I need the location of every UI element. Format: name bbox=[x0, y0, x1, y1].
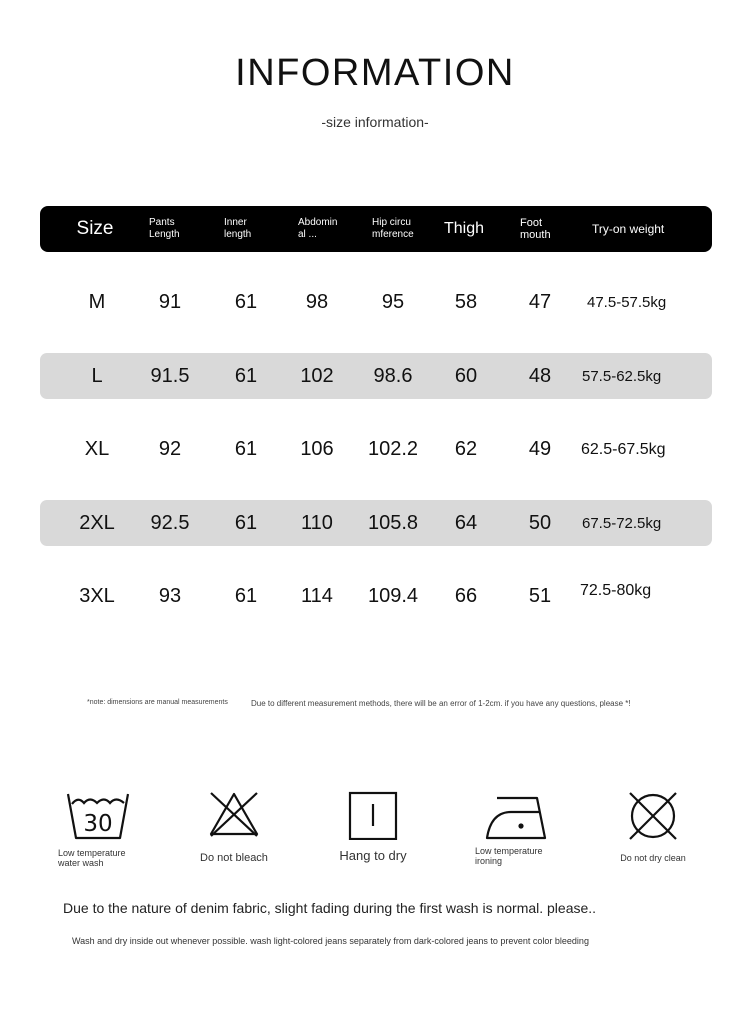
inner-length-cell: 61 bbox=[234, 291, 258, 313]
error-note: Due to different measurement methods, there will be an error of 1-2cm. if you have any questions, please *! bbox=[251, 699, 631, 708]
wash-note: Wash and dry inside out whenever possible. wash light-colored jeans separately from dark-colored jeans to prevent color bleeding bbox=[72, 936, 589, 946]
size-cell: M bbox=[88, 291, 106, 313]
abdominal-cell: 102 bbox=[300, 364, 334, 387]
thigh-cell: 60 bbox=[454, 364, 478, 387]
table-row bbox=[40, 427, 712, 473]
size-cell: 3XL bbox=[79, 585, 115, 607]
header-size: Size bbox=[76, 218, 114, 239]
care-label-bleach: Do not bleach bbox=[200, 852, 268, 864]
care-item-dry-clean bbox=[608, 790, 698, 863]
size-cell: 2XL bbox=[79, 511, 115, 534]
header-try-on-weight: Try-on weight bbox=[592, 222, 665, 236]
care-label-iron: Low temperature ironing bbox=[475, 846, 543, 866]
abdominal-cell: 114 bbox=[301, 585, 333, 607]
hip-cell: 95 bbox=[381, 291, 405, 313]
hang-dry-icon bbox=[348, 790, 398, 840]
table-row bbox=[40, 353, 712, 399]
thigh-cell: 58 bbox=[454, 291, 478, 313]
thigh-cell: 62 bbox=[454, 438, 478, 460]
hip-cell: 109.4 bbox=[367, 585, 419, 607]
care-label-dry-clean: Do not dry clean bbox=[620, 853, 686, 863]
abdominal-cell: 110 bbox=[301, 511, 333, 534]
no-bleach-icon bbox=[208, 790, 260, 840]
hip-cell: 105.8 bbox=[367, 511, 419, 534]
hip-cell: 98.6 bbox=[373, 364, 413, 387]
header-pants-length: Pants Length bbox=[149, 217, 180, 240]
header-thigh: Thigh bbox=[443, 220, 485, 237]
foot-mouth-cell: 47 bbox=[528, 291, 552, 313]
page-subtitle: -size information- bbox=[321, 114, 429, 130]
care-item-bleach bbox=[196, 790, 272, 864]
no-dry-clean-icon bbox=[627, 790, 679, 842]
wash-30-icon bbox=[66, 790, 130, 842]
dimension-note: *note: dimensions are manual measurements bbox=[87, 699, 228, 706]
size-table bbox=[40, 206, 712, 620]
thigh-cell: 66 bbox=[454, 585, 478, 607]
inner-length-cell: 61 bbox=[234, 438, 258, 460]
header-foot-mouth: Foot mouth bbox=[520, 217, 551, 241]
table-row bbox=[40, 574, 712, 620]
size-table-header bbox=[40, 206, 712, 252]
table-row bbox=[40, 280, 712, 326]
table-row bbox=[40, 500, 712, 546]
care-item-iron bbox=[475, 790, 555, 866]
foot-mouth-cell: 49 bbox=[528, 438, 552, 460]
low-iron-icon bbox=[481, 790, 549, 842]
wash-temperature: 30 bbox=[83, 811, 113, 837]
weight-cell: 67.5-72.5kg bbox=[582, 514, 662, 532]
pants-length-cell: 91.5 bbox=[150, 364, 190, 387]
pants-length-cell: 92.5 bbox=[150, 511, 190, 534]
weight-cell: 57.5-62.5kg bbox=[582, 367, 662, 385]
size-cell: XL bbox=[84, 438, 110, 460]
care-label-hang: Hang to dry bbox=[339, 848, 407, 863]
abdominal-cell: 98 bbox=[305, 291, 329, 313]
weight-cell: 72.5-80kg bbox=[580, 581, 652, 599]
header-inner-length: Inner length bbox=[224, 217, 252, 240]
fabric-note: Due to the nature of denim fabric, slight fading during the first wash is normal. please.. bbox=[63, 900, 597, 916]
pants-length-cell: 92 bbox=[158, 438, 182, 460]
inner-length-cell: 61 bbox=[234, 364, 258, 387]
thigh-cell: 64 bbox=[454, 511, 478, 534]
header-abdominal: Abdomin al ... bbox=[298, 217, 338, 240]
foot-mouth-cell: 48 bbox=[528, 364, 552, 387]
care-item-hang bbox=[332, 790, 414, 863]
abdominal-cell: 106 bbox=[300, 438, 334, 460]
weight-cell: 47.5-57.5kg bbox=[587, 294, 667, 311]
care-item-wash bbox=[58, 790, 138, 868]
pants-length-cell: 93 bbox=[158, 585, 182, 607]
foot-mouth-cell: 51 bbox=[528, 585, 552, 607]
page-title: INFORMATION bbox=[235, 52, 515, 94]
size-cell: L bbox=[91, 364, 103, 387]
foot-mouth-cell: 50 bbox=[528, 511, 552, 534]
inner-length-cell: 61 bbox=[234, 511, 258, 534]
header-hip-circumference: Hip circu mference bbox=[372, 217, 414, 240]
inner-length-cell: 61 bbox=[234, 585, 258, 607]
pants-length-cell: 91 bbox=[158, 291, 182, 313]
hip-cell: 102.2 bbox=[367, 438, 419, 460]
care-label-wash: Low temperature water wash bbox=[58, 848, 126, 868]
weight-cell: 62.5-67.5kg bbox=[581, 440, 666, 458]
